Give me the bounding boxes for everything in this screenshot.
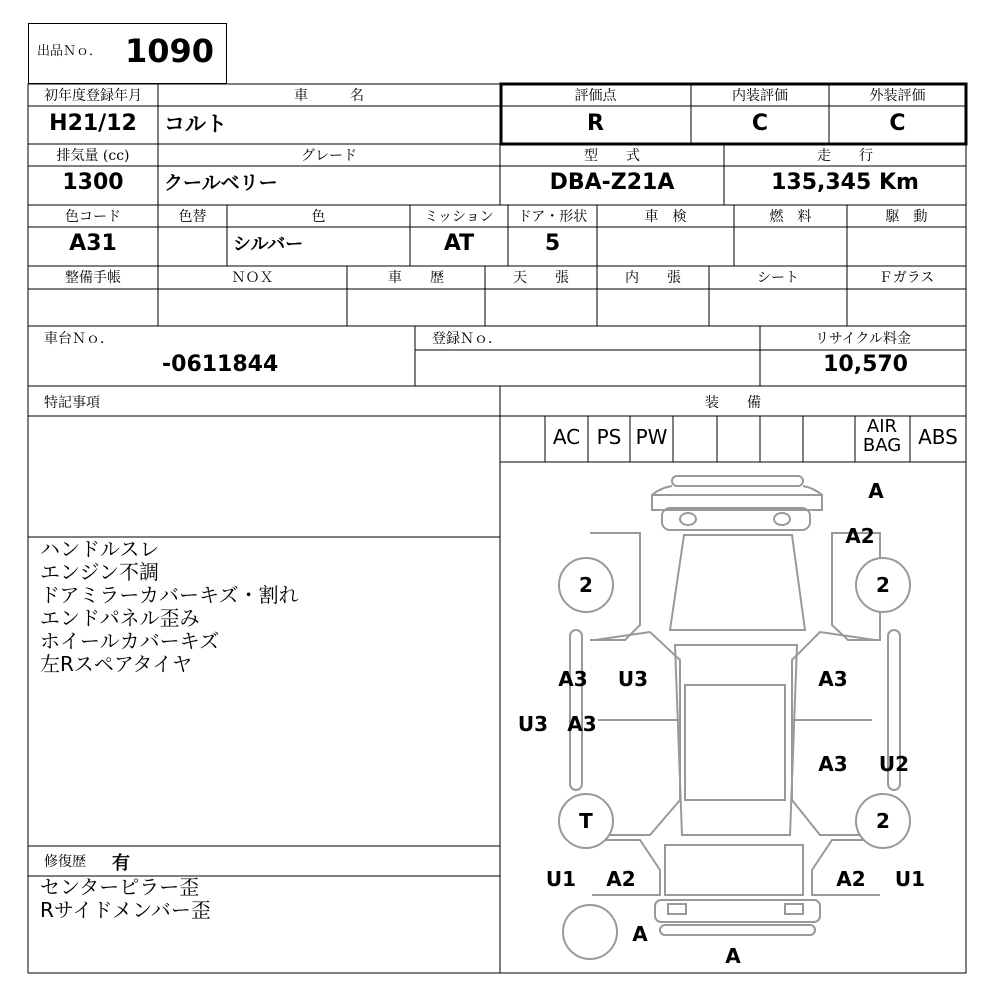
- lot-number: 1090: [125, 32, 215, 70]
- mark-rear-left-a: A2: [606, 867, 636, 891]
- note-line: ドアミラーカバーキズ・割れ: [40, 583, 299, 607]
- car-name-value: コルト: [164, 112, 227, 136]
- mark-left-front-door-a: A3: [558, 667, 588, 691]
- mark-rear-right-a: A2: [836, 867, 866, 891]
- notes-list: [40, 538, 299, 676]
- color-code-label: 色コード: [65, 209, 121, 225]
- note-line: エンドパネル歪み: [40, 606, 200, 630]
- displacement-value: 1300: [62, 170, 124, 195]
- mark-front-right-fender: A2: [845, 524, 875, 548]
- score-label: 評価点: [574, 88, 617, 104]
- equipment-abs: ABS: [918, 425, 958, 449]
- model-label: 型 式: [584, 148, 640, 164]
- inspection-label: 車 検: [644, 209, 687, 225]
- note-line: ホイールカバーキズ: [40, 629, 220, 653]
- car-name-label: 車 名: [294, 88, 364, 104]
- chassis-value: -0611844: [162, 352, 279, 377]
- repair-list: [40, 876, 211, 922]
- drive-label: 駆 動: [885, 209, 928, 225]
- history-label: 車 歴: [388, 270, 444, 286]
- notes-label: 特記事項: [44, 395, 100, 411]
- grade-label: グレード: [301, 148, 357, 164]
- model-value: DBA-Z21A: [549, 170, 675, 195]
- ceiling-label: 天 張: [513, 270, 569, 286]
- repaint-label: 色替: [178, 209, 207, 225]
- mark-right-rear-door: A3: [818, 752, 848, 776]
- mark-right-sill: U2: [878, 752, 910, 776]
- mission-value: AT: [443, 231, 475, 256]
- mark-right-front-door: A3: [818, 667, 848, 691]
- interior-label: 内装評価: [732, 88, 788, 104]
- mark-rear: A: [725, 944, 741, 968]
- displacement-label: 排気量 (cc): [56, 148, 130, 164]
- exterior-value: C: [889, 111, 906, 136]
- repair-value: 有: [112, 853, 130, 874]
- mission-label: ミッション: [424, 209, 494, 225]
- repair-line: センターピラー歪: [40, 875, 200, 899]
- mark-left-sill-a: A3: [567, 712, 597, 736]
- mileage-value: 135,345 Km: [771, 170, 919, 195]
- repair-line: Rサイドメンバー歪: [40, 898, 211, 922]
- lot-label: 出品Ｎｏ．: [37, 44, 103, 59]
- service-book-label: 整備手帳: [65, 270, 121, 286]
- chassis-label: 車台Ｎｏ．: [44, 331, 114, 347]
- interior-lining-label: 内 張: [625, 270, 681, 286]
- mark-wheel-rl: T: [579, 809, 593, 833]
- mark-rear-right-u: U1: [894, 867, 926, 891]
- mark-left-sill-u: U3: [517, 712, 549, 736]
- equipment-ac: AC: [552, 425, 581, 449]
- note-line: 左Rスペアタイヤ: [40, 652, 193, 676]
- recycle-label: リサイクル料金: [814, 331, 912, 347]
- mark-left-front-door-u: U3: [617, 667, 649, 691]
- mark-wheel-fl: 2: [579, 573, 593, 597]
- note-line: ハンドルスレ: [40, 537, 160, 561]
- glass-label: Ｆガラス: [878, 270, 935, 286]
- mark-rear-left-u: U1: [545, 867, 577, 891]
- door-value: 5: [544, 231, 561, 256]
- equipment-ps: PS: [596, 425, 622, 449]
- exterior-label: 外装評価: [869, 88, 926, 104]
- repair-label: 修復歴: [44, 854, 86, 870]
- mileage-label: 走 行: [817, 148, 873, 164]
- score-value: R: [587, 111, 604, 136]
- recycle-value: 10,570: [823, 352, 908, 377]
- mark-wheel-rr: 2: [876, 809, 890, 833]
- note-line: エンジン不調: [40, 560, 159, 584]
- seat-label: シート: [757, 270, 799, 286]
- nox-label: ＮＯＸ: [231, 270, 274, 286]
- equipment-pw: PW: [635, 425, 668, 449]
- equipment-label: 装 備: [705, 395, 761, 411]
- car-damage-diagram: [501, 463, 965, 972]
- reg-date-value: H21/12: [49, 111, 137, 136]
- grade-value: クールベリー: [164, 172, 278, 194]
- door-label: ドア・形状: [517, 209, 588, 225]
- color-value: シルバー: [233, 234, 304, 255]
- mark-rear-spare: A: [632, 922, 648, 946]
- interior-value: C: [751, 111, 769, 136]
- reg-date-label: 初年度登録年月: [44, 88, 142, 104]
- fuel-label: 燃 料: [769, 209, 812, 225]
- equipment-airbag: AIR BAG: [862, 416, 902, 456]
- color-code-value: A31: [69, 231, 117, 256]
- registration-label: 登録Ｎｏ．: [432, 331, 502, 347]
- mark-front: A: [868, 479, 884, 503]
- color-label: 色: [311, 209, 326, 225]
- mark-wheel-fr: 2: [876, 573, 890, 597]
- spare-tire: [563, 905, 617, 959]
